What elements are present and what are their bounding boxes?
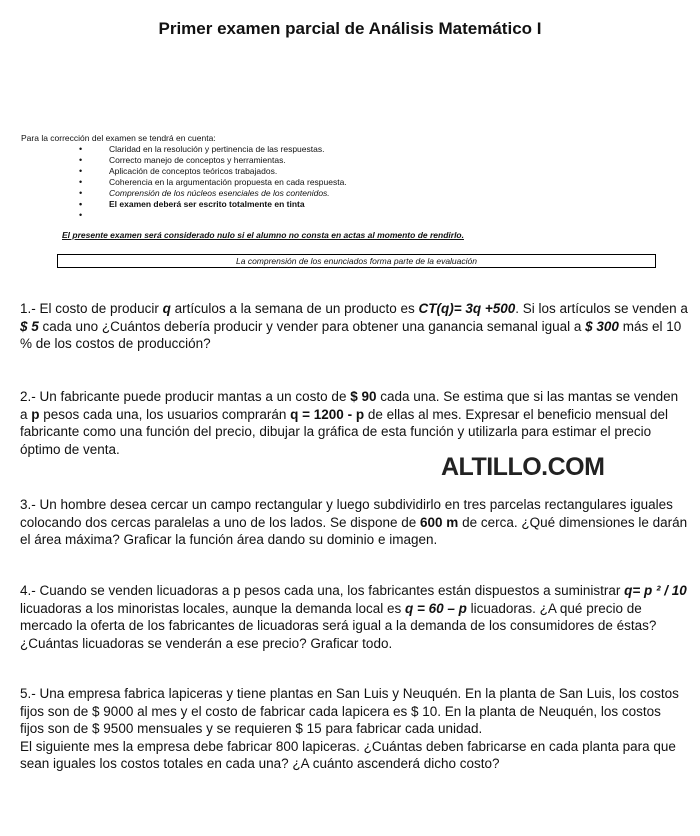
criteria-item: • Comprensión de los núcleos esenciales de los contenidos. xyxy=(21,188,347,199)
criteria-list xyxy=(21,144,347,221)
criteria-item-empty xyxy=(21,210,347,221)
criteria-item: • Claridad en la resolución y pertinencia de las respuestas. xyxy=(21,144,347,155)
criteria-intro: Para la corrección del examen se tendrá en cuenta: xyxy=(21,133,216,143)
exam-title: Primer examen parcial de Análisis Matemático I xyxy=(158,19,542,38)
question-3: 3.- Un hombre desea cercar un campo rectangular y luego subdividirlo en tres parcelas rectangulares iguales colocando dos cercas paralelas a uno de los lados. Se dispone de 600 m de cerca. ¿Qué dimensiones le darán el área máxima? Graficar la función área dando su dominio e imagen. xyxy=(20,497,688,547)
question-2: 2.- Un fabricante puede producir mantas a un costo de $ 90 cada una. Se estima que si las mantas se venden a p pesos cada una, los usuarios comprarán q = 1200 - p de ellas al mes. Expresar el beneficio mensual del fabricante como una función del precio, dibujar la gráfica de esta función y utilizarla para estimar el precio óptimo de venta. xyxy=(20,389,679,457)
question-4: 4.- Cuando se venden licuadoras a p pesos cada una, los fabricantes están dispuestos a suministrar q= p ² / 10 licuadoras a los minoristas locales, aunque la demanda local es q = 60 – p licuadoras. ¿A qué precio de mercado la oferta de los fabricantes de licuadoras será igual a la demanda de los consumidores de éstas? ¿Cuántas licuadoras se venderán a ese precio? Graficar todo. xyxy=(20,583,687,651)
question-5-part-1: 5.- Una empresa fabrica lapiceras y tiene plantas en San Luis y Neuquén. En la planta de San Luis, los costos fijos son de $ 9000 al mes y el costo de fabricar cada lapicera es $ 10. En la planta de Neuquén, los costos fijos son de $ 9500 mensuales y se requieren $ 15 para fabricar cada unidad. xyxy=(20,686,679,736)
criteria-block xyxy=(21,133,347,221)
question-5 xyxy=(20,685,688,773)
question-5-part-2: El siguiente mes la empresa debe fabricar 800 lapiceras. ¿Cuántas deben fabricarse en cada planta para que sean iguales los costos totales en cada una? ¿A cuánto ascenderá dicho costo? xyxy=(20,738,676,771)
question-1: 1.- El costo de producir q artículos a la semana de un producto es CT(q)= 3q +500. Si los artículos se venden a $ 5 cada uno ¿Cuántos debería producir y vender para obtener una ganancia semanal igual a $ 300 más el 10 % de los costos de producción? xyxy=(20,301,688,351)
criteria-item: • Coherencia en la argumentación propuesta en cada respuesta. xyxy=(21,177,347,188)
criteria-item: • Aplicación de conceptos teóricos trabajados. xyxy=(21,166,347,177)
criteria-item: • Correcto manejo de conceptos y herramientas. xyxy=(21,155,347,166)
comprehension-box: La comprensión de los enunciados forma parte de la evaluación xyxy=(57,254,656,268)
nulo-notice: El presente examen será considerado nulo si el alumno no consta en actas al momento de rendirlo. xyxy=(62,230,464,240)
altillo-watermark: ALTILLO.COM xyxy=(441,453,605,481)
criteria-item: • El examen deberá ser escrito totalmente en tinta xyxy=(21,199,347,210)
